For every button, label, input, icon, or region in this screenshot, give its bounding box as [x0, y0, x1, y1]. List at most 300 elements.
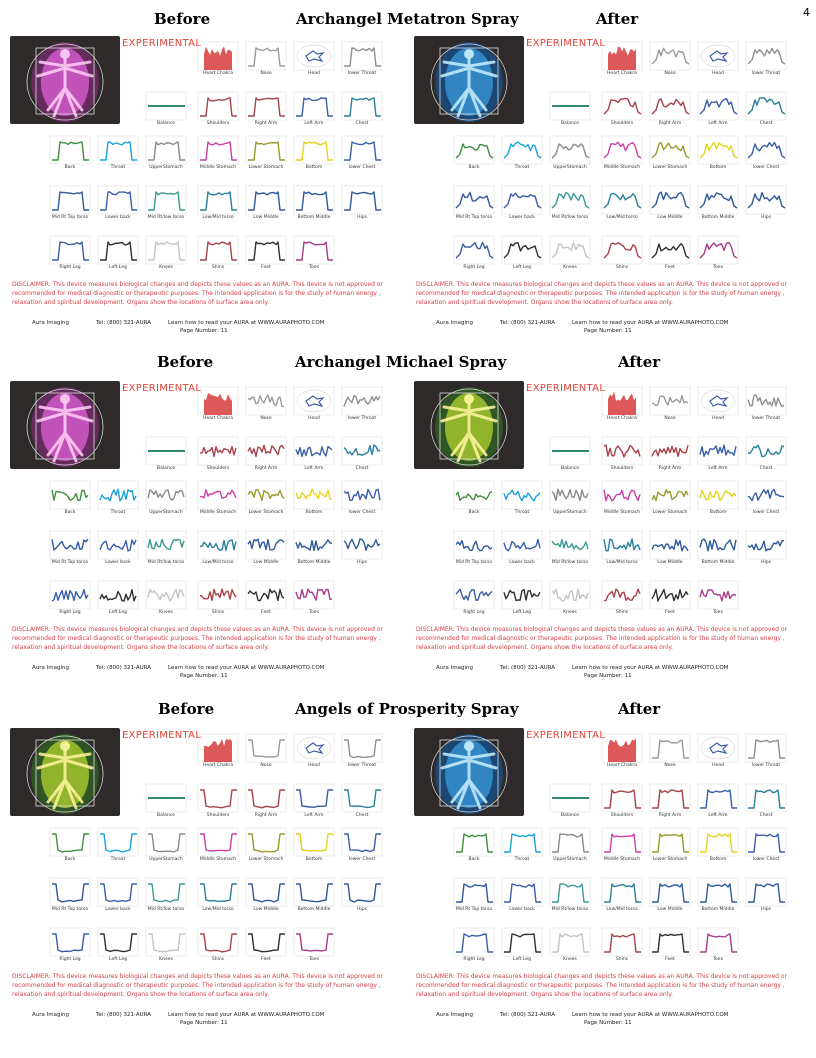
aura-photo	[414, 381, 524, 469]
chart-toes	[294, 581, 334, 617]
chart-throat	[98, 828, 138, 864]
chart-lower-chest	[746, 136, 786, 172]
footer-learn-link[interactable]: Learn how to read your AURA at WWW.AURAPHOTO.COM	[168, 1012, 325, 1018]
chart-label: Chest	[355, 813, 369, 818]
chart-frame	[454, 481, 494, 509]
chart-feet	[246, 581, 286, 617]
chart-label: lower Throat	[751, 71, 781, 76]
chart-frame	[602, 531, 642, 559]
chart-trace	[52, 934, 89, 952]
chart-label: Mid Rt/low torso	[147, 907, 185, 912]
chart-label: Mid Rt Top torso	[455, 907, 493, 912]
chart-plot	[698, 531, 738, 559]
chart-label: Lower back	[509, 215, 535, 220]
chart-right-arm	[246, 92, 286, 128]
chart-mid-rt-top-torso	[50, 878, 90, 914]
chart-feet	[650, 236, 690, 272]
chart-label: Left Leg	[513, 265, 531, 270]
chart-trace	[700, 445, 736, 456]
chart-frame	[246, 387, 286, 415]
chart-label: Left Leg	[109, 610, 127, 615]
chart-label: Hips	[357, 215, 367, 220]
chart-plot	[146, 531, 186, 559]
aura-photo	[414, 36, 524, 124]
chart-frame	[198, 828, 238, 856]
chart-label: Toes	[713, 265, 723, 270]
chart-toes	[294, 236, 334, 272]
chart-label: Heart Chakra	[203, 416, 233, 421]
chart-plot	[502, 828, 542, 856]
chart-plot	[454, 186, 494, 214]
chart-label: Low Middle	[253, 907, 279, 912]
chart-plot	[502, 878, 542, 906]
chart-mid-rt-low-torso	[146, 186, 186, 222]
chart-trace	[652, 490, 688, 501]
chart-right-leg	[454, 928, 494, 964]
chart-bottom	[294, 828, 334, 864]
chart-trace	[52, 490, 88, 501]
chart-trace	[148, 539, 184, 549]
chart-plot	[146, 136, 186, 164]
chart-label: Shoulders	[206, 466, 230, 471]
chart-plot	[98, 481, 138, 509]
chart-frame	[98, 828, 138, 856]
chart-feet	[650, 581, 690, 617]
chart-lower-stomach	[650, 481, 690, 517]
spray-title: Archangel Metatron Spray	[296, 10, 519, 28]
chart-trace	[456, 192, 493, 208]
chart-label: Low/Mid torso	[606, 907, 638, 912]
chart-frame	[198, 928, 238, 956]
experimental-label: EXPERIMENTAL	[526, 730, 606, 741]
chart-hips	[342, 878, 382, 914]
chart-trace	[700, 884, 737, 902]
chart-plot	[502, 136, 542, 164]
chart-trace	[456, 884, 493, 902]
chart-plot	[502, 236, 542, 264]
chart-toes	[294, 928, 334, 964]
chart-label: lower Throat	[751, 763, 781, 768]
chart-trace	[148, 490, 184, 500]
chart-label: Balance	[561, 466, 579, 471]
chart-plot	[198, 784, 238, 812]
chart-label: Shins	[211, 610, 225, 615]
chart-trace	[710, 396, 727, 406]
chart-plot	[50, 531, 90, 559]
chart-trace	[748, 541, 784, 551]
chart-trace	[748, 143, 785, 159]
chart-mid-rt-top-torso	[50, 531, 90, 567]
chart-left-arm	[698, 784, 738, 820]
disclaimer-text: DISCLAIMER: This device measures biological changes and depicts these values as an AURA. This device is not approved or recommended for medical diagnostic or therapeutic purposes. The intended application is for the study of human energy , relaxation and spiritual development. Organs show the locations of surface area only.	[416, 281, 788, 306]
chart-label: Bottom	[709, 510, 727, 515]
chart-label: lower Throat	[347, 763, 377, 768]
chart-plot	[698, 481, 738, 509]
chart-trace	[700, 834, 737, 852]
before-title: Before	[158, 700, 215, 718]
chart-balance	[146, 437, 186, 473]
chart-label: Shoulders	[610, 813, 634, 818]
chart-plot	[246, 236, 286, 264]
chart-knees	[146, 236, 186, 272]
chart-hips	[342, 531, 382, 567]
chart-label: Toes	[309, 957, 319, 962]
chart-trace	[52, 192, 89, 210]
chart-plot	[294, 437, 334, 465]
chart-label: Head	[308, 416, 320, 421]
chart-label: Low Middle	[657, 560, 683, 565]
footer-page-number: Page Number: 11	[584, 328, 632, 334]
chart-label: Shoulders	[610, 121, 634, 126]
chart-plot	[294, 784, 334, 812]
chart-label: Bottom Middle	[701, 560, 735, 565]
chart-nose	[650, 734, 690, 770]
chart-trace	[200, 884, 237, 901]
chart-mid-rt-low-torso	[146, 878, 186, 914]
chart-right-arm	[246, 437, 286, 473]
footer-company: Aura Imaging	[32, 665, 69, 671]
chart-trace	[200, 142, 237, 160]
chart-plot	[550, 236, 590, 264]
chart-label: Bottom	[709, 165, 727, 170]
footer-learn-link[interactable]: Learn how to read your AURA at WWW.AURAPHOTO.COM	[168, 665, 325, 671]
chart-bottom-middle	[698, 878, 738, 914]
chart-trace	[604, 98, 641, 114]
disclaimer-text: DISCLAIMER: This device measures biological changes and depicts these values as an AURA. This device is not approved or recommended for medical diagnostic or therapeutic purposes. The intended application is for the study of human energy , relaxation and spiritual development. Organs show the locations of surface area only.	[12, 973, 384, 998]
chart-left-leg	[502, 581, 542, 617]
chart-label: Low/Mid torso	[202, 907, 234, 912]
chart-label: Throat	[514, 857, 530, 862]
chart-balance	[550, 437, 590, 473]
chart-trace	[248, 48, 285, 66]
chart-label: Low/Mid torso	[202, 560, 234, 565]
chart-trace	[552, 243, 589, 258]
chart-label: UpperStomach	[553, 165, 587, 170]
chart-plot	[698, 236, 738, 264]
footer-learn-link[interactable]: Learn how to read your AURA at WWW.AURAPHOTO.COM	[572, 320, 729, 326]
chart-trace	[748, 49, 785, 65]
chart-trace	[700, 142, 737, 158]
chart-label: Chest	[355, 121, 369, 126]
chart-trace	[200, 192, 237, 210]
chart-balance	[146, 784, 186, 820]
chart-trace	[504, 884, 541, 902]
chart-label: Right Arm	[254, 813, 278, 818]
chart-plot	[98, 236, 138, 264]
chart-label: Feet	[261, 265, 271, 270]
chart-plot	[50, 136, 90, 164]
chart-label: Lower Stomach	[248, 510, 284, 515]
chart-trace	[248, 790, 285, 808]
chart-frame	[98, 581, 138, 609]
chart-plot	[550, 92, 590, 120]
footer-company: Aura Imaging	[436, 320, 473, 326]
chart-trace	[652, 244, 689, 258]
chart-head	[294, 42, 334, 78]
chart-label: Shins	[211, 265, 225, 270]
chart-plot	[198, 828, 238, 856]
chart-chest	[342, 92, 382, 128]
chart-plot	[502, 481, 542, 509]
chart-plot	[650, 734, 690, 762]
chart-plot	[294, 828, 334, 856]
chart-plot	[342, 481, 382, 509]
chart-right-arm	[650, 437, 690, 473]
footer-learn-link[interactable]: Learn how to read your AURA at WWW.AURAPHOTO.COM	[572, 1012, 729, 1018]
chart-label: Knees	[563, 957, 577, 962]
experimental-label: EXPERIMENTAL	[526, 38, 606, 49]
chart-lower-chest	[342, 828, 382, 864]
chart-plot	[246, 581, 286, 609]
chart-label: Right Leg	[463, 610, 485, 615]
chart-label: Right Leg	[59, 957, 81, 962]
chart-label: lower Chest	[348, 510, 376, 515]
chart-trace	[652, 934, 689, 952]
chart-trace	[344, 834, 381, 851]
chart-frame	[294, 734, 334, 762]
chart-trace	[248, 740, 285, 757]
chart-trace	[306, 396, 323, 406]
chart-label: Right Arm	[658, 121, 682, 126]
chart-upperstomach	[550, 136, 590, 172]
chart-trace	[456, 242, 493, 258]
experimental-label: EXPERIMENTAL	[122, 38, 202, 49]
chart-label: Toes	[309, 265, 319, 270]
chart-hips	[746, 186, 786, 222]
chart-plot	[198, 581, 238, 609]
chart-label: lower Chest	[752, 510, 780, 515]
chart-plot	[454, 828, 494, 856]
chart-plot	[342, 734, 382, 762]
chart-trace	[296, 447, 332, 457]
chart-label: Middle Stomach	[603, 857, 641, 862]
chart-frame	[294, 437, 334, 465]
chart-heart-chakra	[602, 387, 642, 423]
chart-label: Nose	[664, 763, 676, 768]
chart-trace	[100, 242, 137, 260]
aura-photo	[10, 728, 120, 816]
chart-trace	[248, 589, 284, 600]
chart-frame	[246, 878, 286, 906]
chart-middle-stomach	[602, 828, 642, 864]
chart-plot	[198, 136, 238, 164]
chart-heart-chakra	[198, 42, 238, 78]
chart-plot	[246, 387, 286, 415]
chart-plot	[602, 92, 642, 120]
chart-plot	[50, 581, 90, 609]
chart-plot	[650, 581, 690, 609]
chart-trace	[652, 540, 688, 551]
chart-trace	[200, 540, 236, 550]
footer-page-number: Page Number: 11	[180, 328, 228, 334]
chart-label: UpperStomach	[553, 857, 587, 862]
chart-plot	[246, 878, 286, 906]
chart-trace	[200, 834, 237, 851]
chart-trace	[204, 393, 232, 415]
chart-plot	[650, 828, 690, 856]
chart-trace	[148, 192, 185, 210]
chart-label: Bottom	[305, 857, 323, 862]
chart-plot	[698, 878, 738, 906]
chart-left-leg	[502, 928, 542, 964]
disclaimer-text: DISCLAIMER: This device measures biological changes and depicts these values as an AURA. This device is not approved or recommended for medical diagnostic or therapeutic purposes. The intended application is for the study of human energy , relaxation and spiritual development. Organs show the locations of surface area only.	[12, 281, 384, 306]
chart-frame	[294, 928, 334, 956]
chart-trace	[552, 540, 588, 550]
chart-chest	[746, 437, 786, 473]
chart-bottom	[698, 828, 738, 864]
chart-label: Middle Stomach	[199, 857, 237, 862]
chart-plot	[698, 92, 738, 120]
chart-label: Feet	[261, 957, 271, 962]
chart-left-leg	[98, 928, 138, 964]
chart-plot	[342, 136, 382, 164]
chart-plot	[198, 387, 238, 415]
chart-plot	[246, 186, 286, 214]
chart-knees	[550, 581, 590, 617]
chart-shins	[198, 581, 238, 617]
chart-plot	[698, 828, 738, 856]
chart-trace	[148, 589, 184, 601]
chart-nose	[650, 42, 690, 78]
chart-plot	[98, 531, 138, 559]
chart-plot	[198, 878, 238, 906]
chart-label: Mid Rt Top torso	[455, 215, 493, 220]
chart-plot	[550, 784, 590, 812]
chart-plot	[50, 928, 90, 956]
chart-label: Shins	[615, 265, 629, 270]
after-title: After	[596, 10, 639, 28]
chart-low-middle	[246, 878, 286, 914]
chart-trace	[200, 934, 237, 952]
chart-trace	[296, 834, 333, 851]
chart-plot	[502, 531, 542, 559]
chart-back	[50, 828, 90, 864]
chart-plot	[246, 42, 286, 70]
chart-plot	[98, 136, 138, 164]
chart-plot	[550, 437, 590, 465]
chart-label: Toes	[309, 610, 319, 615]
chart-label: Back	[64, 857, 76, 862]
chart-plot	[98, 581, 138, 609]
chart-plot	[698, 387, 738, 415]
chart-plot	[454, 928, 494, 956]
chart-trace	[296, 934, 333, 951]
chart-frame	[146, 531, 186, 559]
footer-learn-link[interactable]: Learn how to read your AURA at WWW.AURAPHOTO.COM	[168, 320, 325, 326]
chart-left-arm	[698, 92, 738, 128]
chart-plot	[342, 92, 382, 120]
chart-frame	[246, 481, 286, 509]
chart-right-leg	[50, 581, 90, 617]
chart-bottom	[698, 481, 738, 517]
chart-label: Shins	[211, 957, 225, 962]
chart-lower-throat	[342, 42, 382, 78]
chart-label: Hips	[357, 907, 367, 912]
chart-label: Middle Stomach	[603, 165, 641, 170]
chart-trace	[652, 396, 688, 406]
chart-trace	[700, 539, 736, 551]
chart-plot	[294, 878, 334, 906]
chart-bottom	[294, 481, 334, 517]
chart-label: Lower Stomach	[652, 510, 688, 515]
chart-back	[50, 481, 90, 517]
chart-plot	[294, 531, 334, 559]
chart-trace	[100, 934, 137, 951]
chart-label: Shoulders	[206, 121, 230, 126]
chart-trace	[344, 790, 381, 807]
chart-trace	[296, 884, 333, 902]
chart-trace	[200, 242, 237, 260]
chart-head	[698, 42, 738, 78]
chart-trace	[504, 490, 540, 500]
chart-label: Back	[468, 857, 480, 862]
chart-label: Shoulders	[610, 466, 634, 471]
chart-heart-chakra	[602, 42, 642, 78]
chart-plot	[198, 481, 238, 509]
chart-trace	[200, 490, 236, 498]
chart-plot	[602, 828, 642, 856]
chart-plot	[146, 878, 186, 906]
chart-bottom-middle	[294, 878, 334, 914]
chart-plot	[550, 928, 590, 956]
chart-trace	[296, 192, 333, 210]
chart-feet	[650, 928, 690, 964]
chart-head-oval	[297, 390, 331, 412]
chart-trace	[100, 834, 137, 852]
report-panel-before	[10, 381, 406, 711]
chart-throat	[502, 828, 542, 864]
chart-trace	[456, 834, 493, 852]
chart-label: Throat	[110, 857, 126, 862]
chart-right-leg	[454, 581, 494, 617]
chart-trace	[552, 193, 589, 209]
chart-plot	[146, 92, 186, 120]
chart-plot	[50, 481, 90, 509]
footer-company: Aura Imaging	[32, 320, 69, 326]
chart-trace	[456, 589, 492, 600]
chart-low-mid-torso	[198, 531, 238, 567]
chart-plot	[294, 387, 334, 415]
chart-trace	[344, 740, 381, 758]
chart-plot	[246, 437, 286, 465]
chart-trace	[748, 740, 785, 758]
chart-bottom-middle	[698, 531, 738, 567]
chart-knees	[550, 928, 590, 964]
chart-plot	[746, 186, 786, 214]
chart-chest	[342, 437, 382, 473]
chart-trace	[100, 489, 136, 501]
chart-toes	[698, 581, 738, 617]
chart-label: Heart Chakra	[607, 71, 637, 76]
chart-label: Back	[64, 510, 76, 515]
chart-label: Right Arm	[254, 121, 278, 126]
footer-learn-link[interactable]: Learn how to read your AURA at WWW.AURAPHOTO.COM	[572, 665, 729, 671]
chart-plot	[746, 531, 786, 559]
chart-mid-rt-top-torso	[454, 186, 494, 222]
chart-plot	[602, 581, 642, 609]
chart-trace	[552, 934, 589, 952]
chart-trace	[306, 51, 323, 61]
chart-label: Head	[712, 71, 724, 76]
chart-trace	[700, 243, 737, 258]
chart-plot	[50, 236, 90, 264]
aura-photo	[10, 36, 120, 124]
chart-plot	[198, 42, 238, 70]
chart-trace	[504, 834, 541, 852]
chart-plot	[746, 878, 786, 906]
chart-balance	[550, 92, 590, 128]
chart-label: Left Arm	[708, 121, 728, 126]
